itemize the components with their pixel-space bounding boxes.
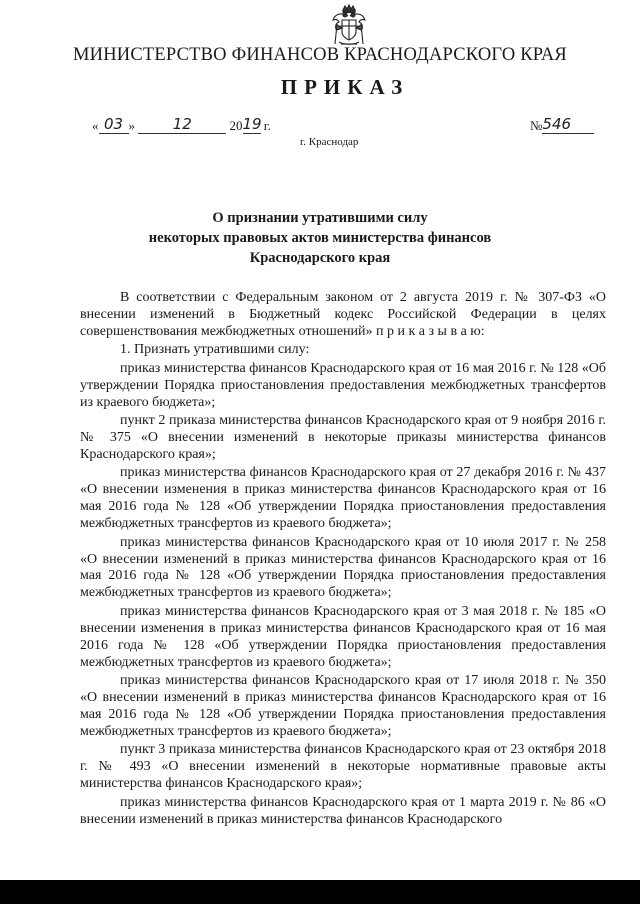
heading-line: некоторых правовых актов министерства финансов <box>148 230 492 246</box>
paragraph: приказ министерства финансов Краснодарского края от 27 декабря 2016 г. № 437 «О внесении изменения в приказ министерства финансов Краснодарского края от 16 мая 2016 года № 128 «Об утверждении Порядка приостановления предоставления межбюджетных трансфертов из краевого бюджета»; <box>80 465 606 532</box>
paragraph: приказ министерства финансов Краснодарского края от 16 мая 2016 г. № 128 «Об утверждении Порядка приостановления предоставления межбюджетных трансфертов из краевого бюджета»; <box>80 360 606 410</box>
date-month: 12 <box>172 115 192 133</box>
heading-line: О признании утратившими силу <box>212 210 428 226</box>
paragraph: приказ министерства финансов Краснодарского края от 3 мая 2018 г. № 185 «О внесении изменения в приказ министерства финансов Краснодарского края от 16 мая 2016 года № 128 «Об утверждении Порядка приостановления предоставления межбюджетных трансфертов из краевого бюджета»; <box>80 603 606 670</box>
paragraph-preamble: В соответствии с Федеральным законом от 2 августа 2019 г. № 307-ФЗ «О внесении изменений в Бюджетный кодекс Российской Федерации в целях совершенствования межбюджетных отношений» п р и к а з ы в а ю: <box>80 290 606 339</box>
number-value: 546 <box>542 115 572 133</box>
document-heading <box>100 208 540 268</box>
date-year-prefix: 20 <box>229 118 243 133</box>
order-title: ПРИКАЗ <box>280 75 410 99</box>
city: г. Краснодар <box>300 136 359 148</box>
paragraph: пункт 3 приказа министерства финансов Краснодарского края от 23 октября 2018 г. № 493 «О внесении изменений в некоторые нормативные правовые акты министерства финансов Краснодарского края»; <box>80 742 606 792</box>
heading-line: Краснодарского края <box>249 250 391 266</box>
order-number <box>530 116 594 134</box>
date-year-unit: г. <box>263 118 271 133</box>
date-year-suffix: 19 <box>242 115 262 133</box>
scan-bottom-edge <box>0 880 640 904</box>
order-date <box>92 116 271 134</box>
date-close-quote: » <box>128 118 135 133</box>
paragraph: приказ министерства финансов Краснодарского края от 17 июля 2018 г. № 350 «О внесении изменений в приказ министерства финансов Краснодарского края от 16 мая 2016 года № 128 «Об утверждении Порядка приостановления предоставления межбюджетных трансфертов из краевого бюджета»; <box>80 673 606 739</box>
ministry-name: МИНИСТЕРСТВО ФИНАНСОВ КРАСНОДАРСКОГО КРАЯ <box>73 45 567 65</box>
order-meta <box>0 116 640 138</box>
paragraph: приказ министерства финансов Краснодарского края от 1 марта 2019 г. № 86 «О внесении изменений в приказ министерства финансов Краснодарского <box>80 794 606 827</box>
paragraph-item-1: 1. Признать утратившими силу: <box>120 342 310 358</box>
date-day: 03 <box>103 115 124 133</box>
number-sign: № <box>530 118 543 133</box>
coat-of-arms-icon <box>331 4 367 48</box>
date-open-quote: « <box>92 118 99 133</box>
paragraph: приказ министерства финансов Краснодарского края от 10 июля 2017 г. № 258 «О внесении изменений в приказ министерства финансов Краснодарского края от 16 мая 2016 года № 128 «Об утверждении Порядка приостановления предоставления межбюджетных трансфертов из краевого бюджета»; <box>80 534 606 601</box>
paragraph: пункт 2 приказа министерства финансов Краснодарского края от 9 ноября 2016 г. № 375 «О внесении изменений в некоторые приказы министерства финансов Краснодарского края»; <box>80 413 606 462</box>
document-body <box>80 290 606 828</box>
